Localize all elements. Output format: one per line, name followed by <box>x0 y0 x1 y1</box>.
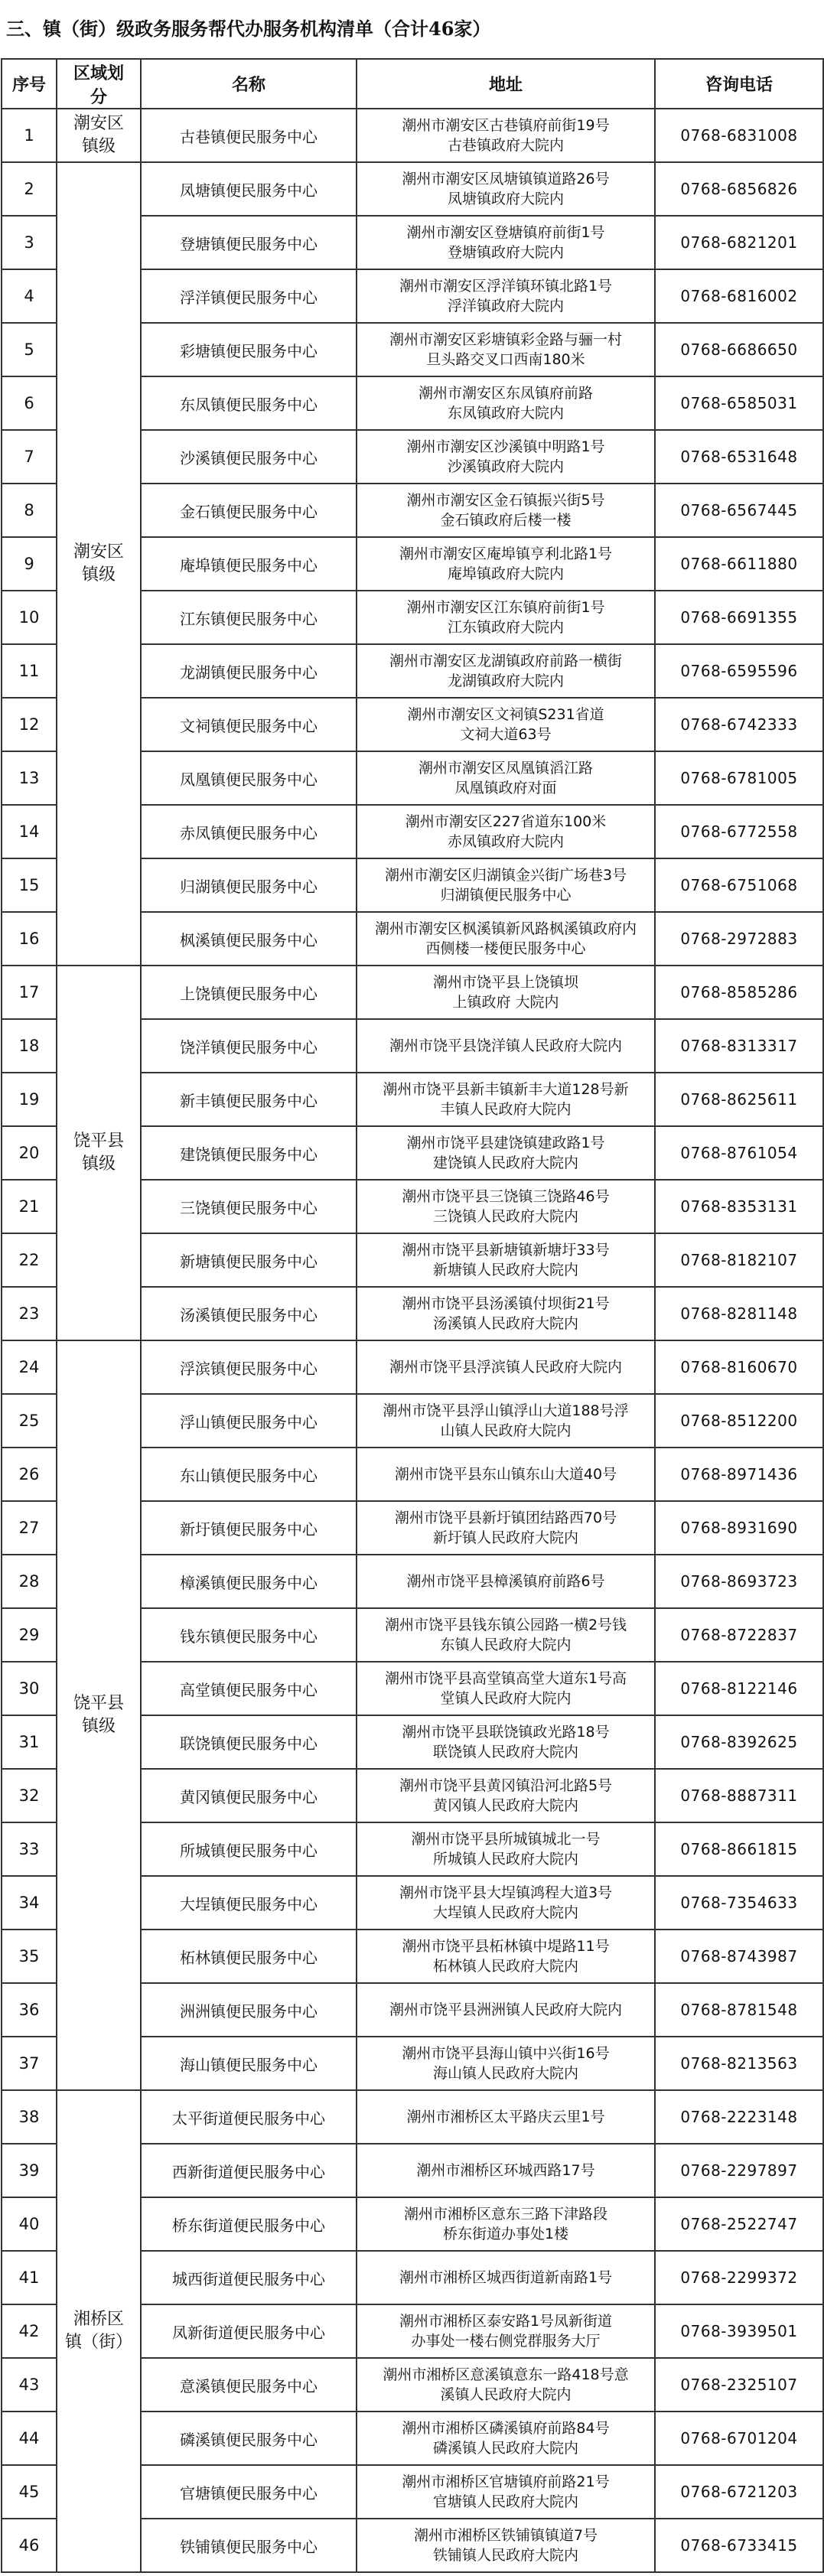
header-name: 名称 <box>141 59 357 109</box>
address-line: 赤凤镇政府大院内 <box>447 833 564 850</box>
address-line: 潮州市饶平县海山镇中兴街16号 <box>402 2045 610 2062</box>
table-header-row <box>2 59 823 109</box>
consult-phone: 0768-8761054 <box>655 1126 823 1180</box>
address-line: 联饶镇人民政府大院内 <box>432 1744 578 1760</box>
institution-name: 东山镇便民服务中心 <box>141 1448 357 1501</box>
institution-address <box>357 2412 655 2465</box>
address-line: 潮州市湘桥区意东三路下津路段 <box>403 2206 607 2223</box>
address-line: 潮州市潮安区归湖镇金兴街广场巷3号 <box>384 867 627 884</box>
address-line: 潮州市潮安区沙溪镇中明路1号 <box>406 438 605 455</box>
institution-address <box>357 269 655 323</box>
row-number: 31 <box>2 1715 57 1769</box>
address-line: 潮州市潮安区龙湖镇政府前路一横街 <box>389 653 622 669</box>
consult-phone: 0768-6821201 <box>655 216 823 269</box>
institution-name: 柘林镇便民服务中心 <box>141 1930 357 1983</box>
institution-address <box>357 216 655 269</box>
institution-name: 庵埠镇便民服务中心 <box>141 537 357 591</box>
address-line: 西侧楼一楼便民服务中心 <box>425 940 586 957</box>
row-number: 35 <box>2 1930 57 1983</box>
address-line: 潮州市潮安区庵埠镇亨利北路1号 <box>399 545 613 562</box>
institution-address <box>357 698 655 751</box>
address-line: 潮州市潮安区古巷镇府前街19号 <box>402 117 610 134</box>
address-line: 潮州市饶平县汤溪镇付坝街21号 <box>402 1295 610 1312</box>
institution-address <box>357 1555 655 1608</box>
header-phone: 咨询电话 <box>655 59 823 109</box>
institution-name: 彩塘镇便民服务中心 <box>141 323 357 376</box>
address-line: 潮州市湘桥区意溪镇意东一路418号意 <box>383 2366 629 2383</box>
address-line: 凤凰镇政府对面 <box>454 780 557 796</box>
institution-name: 城西街道便民服务中心 <box>141 2251 357 2304</box>
institution-name: 联饶镇便民服务中心 <box>141 1715 357 1769</box>
consult-phone: 0768-2299372 <box>655 2251 823 2304</box>
address-line: 潮州市饶平县饶洋镇人民政府大院内 <box>389 1037 622 1054</box>
region-label-line: 镇级 <box>81 1717 116 1736</box>
table-row <box>2 966 823 1019</box>
institution-address <box>357 1019 655 1073</box>
row-number: 9 <box>2 537 57 591</box>
address-line: 沙溪镇政府大院内 <box>447 458 564 475</box>
address-line: 潮州市饶平县新圩镇团结路西70号 <box>394 1509 617 1526</box>
address-line: 潮州市湘桥区泰安路1号凤新街道 <box>399 2313 613 2330</box>
address-line: 官塘镇人民政府大院内 <box>432 2493 578 2510</box>
header-num: 序号 <box>2 59 57 109</box>
address-line: 潮州市湘桥区磷溪镇府前路84号 <box>402 2420 610 2437</box>
address-line: 建饶镇人民政府大院内 <box>432 1154 578 1171</box>
consult-phone: 0768-8313317 <box>655 1019 823 1073</box>
institution-name: 黄冈镇便民服务中心 <box>141 1769 357 1822</box>
institution-address <box>357 376 655 430</box>
address-line: 潮州市饶平县浮滨镇人民政府大院内 <box>389 1359 622 1376</box>
address-line: 登塘镇政府大院内 <box>447 244 564 261</box>
institution-name: 西新街道便民服务中心 <box>141 2144 357 2197</box>
institution-address <box>357 323 655 376</box>
consult-phone: 0768-8722837 <box>655 1608 823 1662</box>
institution-address <box>357 1876 655 1930</box>
row-number: 17 <box>2 966 57 1019</box>
row-number: 10 <box>2 591 57 644</box>
institution-name: 浮滨镇便民服务中心 <box>141 1340 357 1394</box>
row-number: 44 <box>2 2412 57 2465</box>
consult-phone: 0768-6856826 <box>655 162 823 216</box>
region-label-line: 潮安区 <box>73 542 124 562</box>
address-line: 铁铺镇人民政府大院内 <box>432 2547 578 2564</box>
address-line: 潮州市饶平县樟溪镇府前路6号 <box>406 1573 605 1590</box>
address-line: 文祠大道63号 <box>460 726 552 743</box>
row-number: 38 <box>2 2090 57 2144</box>
institution-name: 归湖镇便民服务中心 <box>141 858 357 912</box>
institution-address <box>357 1287 655 1340</box>
consult-phone: 0768-6595596 <box>655 644 823 698</box>
row-number: 11 <box>2 644 57 698</box>
consult-phone: 0768-6816002 <box>655 269 823 323</box>
consult-phone: 0768-6733415 <box>655 2519 823 2572</box>
address-line: 桥东街道办事处1楼 <box>442 2226 569 2242</box>
region-label-line: 镇级 <box>81 1154 116 1174</box>
institution-address <box>357 162 655 216</box>
address-line: 潮州市湘桥区太平路庆云里1号 <box>406 2109 605 2125</box>
row-number: 23 <box>2 1287 57 1340</box>
institution-address <box>357 805 655 858</box>
consult-phone: 0768-6691355 <box>655 591 823 644</box>
region-cell <box>57 966 141 1340</box>
institution-address <box>357 644 655 698</box>
consult-phone: 0768-8661815 <box>655 1822 823 1876</box>
address-line: 庵埠镇政府大院内 <box>447 565 564 582</box>
region-label-line: 潮安区 <box>73 114 124 133</box>
address-line: 潮州市饶平县柘林镇中堤路11号 <box>402 1938 610 1955</box>
address-line: 堂镇人民政府大院内 <box>440 1690 572 1707</box>
row-number: 29 <box>2 1608 57 1662</box>
consult-phone: 0768-6585031 <box>655 376 823 430</box>
institution-name: 钱东镇便民服务中心 <box>141 1608 357 1662</box>
row-number: 21 <box>2 1180 57 1233</box>
row-number: 32 <box>2 1769 57 1822</box>
address-line: 潮州市潮安区文祠镇S231省道 <box>407 706 604 723</box>
address-line: 潮州市潮安区浮洋镇环镇北路1号 <box>399 278 613 295</box>
address-line: 凤塘镇政府大院内 <box>447 191 564 207</box>
institution-name: 龙湖镇便民服务中心 <box>141 644 357 698</box>
header-region-line1: 区域划 <box>73 63 124 83</box>
row-number: 13 <box>2 751 57 805</box>
address-line: 山镇人民政府大院内 <box>440 1422 572 1439</box>
document-title: 三、镇（街）级政务服务帮代办服务机构清单（合计46家） <box>6 18 491 40</box>
consult-phone: 0768-6772558 <box>655 805 823 858</box>
institution-address <box>357 1180 655 1233</box>
institution-name: 文祠镇便民服务中心 <box>141 698 357 751</box>
table-row <box>2 162 823 216</box>
institution-name: 汤溪镇便民服务中心 <box>141 1287 357 1340</box>
institution-address <box>357 591 655 644</box>
consult-phone: 0768-8781548 <box>655 1983 823 2037</box>
address-line: 溪镇人民政府大院内 <box>440 2386 572 2403</box>
service-institution-table <box>1 58 824 2573</box>
institution-address <box>357 966 655 1019</box>
consult-phone: 0768-6781005 <box>655 751 823 805</box>
institution-address <box>357 1501 655 1555</box>
consult-phone: 0768-8887311 <box>655 1769 823 1822</box>
header-region-line2: 分 <box>90 86 107 107</box>
address-line: 潮州市饶平县东山镇东山大道40号 <box>394 1466 617 1483</box>
address-line: 旦头路交叉口西南180米 <box>426 351 585 368</box>
consult-phone: 0768-8160670 <box>655 1340 823 1394</box>
table-row <box>2 109 823 162</box>
address-line: 三饶镇人民政府大院内 <box>432 1208 578 1225</box>
institution-address <box>357 484 655 537</box>
institution-name: 樟溪镇便民服务中心 <box>141 1555 357 1608</box>
row-number: 33 <box>2 1822 57 1876</box>
consult-phone: 0768-8625611 <box>655 1073 823 1126</box>
institution-name: 海山镇便民服务中心 <box>141 2037 357 2090</box>
institution-name: 新塘镇便民服务中心 <box>141 1233 357 1287</box>
consult-phone: 0768-8353131 <box>655 1180 823 1233</box>
row-number: 3 <box>2 216 57 269</box>
row-number: 39 <box>2 2144 57 2197</box>
region-label-line: 饶平县 <box>73 1694 124 1713</box>
institution-address <box>357 1340 655 1394</box>
institution-name: 磷溪镇便民服务中心 <box>141 2412 357 2465</box>
institution-address <box>357 1394 655 1448</box>
address-line: 潮州市饶平县黄冈镇沿河北路5号 <box>399 1777 613 1794</box>
institution-address <box>357 1930 655 1983</box>
consult-phone: 0768-6751068 <box>655 858 823 912</box>
region-label-line: 镇级 <box>81 565 116 585</box>
institution-address <box>357 537 655 591</box>
row-number: 4 <box>2 269 57 323</box>
region-cell <box>57 162 141 966</box>
consult-phone: 0768-6567445 <box>655 484 823 537</box>
row-number: 6 <box>2 376 57 430</box>
institution-address <box>357 2037 655 2090</box>
institution-name: 登塘镇便民服务中心 <box>141 216 357 269</box>
row-number: 36 <box>2 1983 57 2037</box>
address-line: 潮州市潮安区枫溪镇新风路枫溪镇政府内 <box>374 920 637 937</box>
region-label-line: 镇（街） <box>64 2333 132 2352</box>
row-number: 5 <box>2 323 57 376</box>
row-number: 42 <box>2 2304 57 2358</box>
address-line: 潮州市饶平县浮山镇浮山大道188号浮 <box>383 1402 629 1419</box>
address-line: 潮州市潮安区227省道东100米 <box>405 813 607 830</box>
institution-name: 新丰镇便民服务中心 <box>141 1073 357 1126</box>
address-line: 潮州市饶平县上饶镇坝 <box>432 974 578 991</box>
consult-phone: 0768-6721203 <box>655 2465 823 2519</box>
consult-phone: 0768-8512200 <box>655 1394 823 1448</box>
address-line: 潮州市湘桥区铁铺镇镇道7号 <box>413 2527 598 2544</box>
institution-name: 建饶镇便民服务中心 <box>141 1126 357 1180</box>
consult-phone: 0768-6742333 <box>655 698 823 751</box>
address-line: 潮州市潮安区凤凰镇滔江路 <box>418 760 593 777</box>
address-line: 潮州市潮安区东凤镇府前路 <box>418 385 593 402</box>
address-line: 潮州市饶平县建饶镇建政路1号 <box>406 1135 605 1151</box>
consult-phone: 0768-8182107 <box>655 1233 823 1287</box>
consult-phone: 0768-8585286 <box>655 966 823 1019</box>
row-number: 26 <box>2 1448 57 1501</box>
institution-address <box>357 2304 655 2358</box>
institution-name: 高堂镇便民服务中心 <box>141 1662 357 1715</box>
institution-name: 赤凤镇便民服务中心 <box>141 805 357 858</box>
address-line: 汤溪镇人民政府大院内 <box>432 1315 578 1332</box>
address-line: 潮州市饶平县新丰镇新丰大道128号新 <box>383 1081 629 1098</box>
institution-name: 江东镇便民服务中心 <box>141 591 357 644</box>
header-address: 地址 <box>357 59 655 109</box>
row-number: 22 <box>2 1233 57 1287</box>
address-line: 所城镇人民政府大院内 <box>432 1851 578 1868</box>
row-number: 37 <box>2 2037 57 2090</box>
consult-phone: 0768-6701204 <box>655 2412 823 2465</box>
address-line: 东凤镇政府大院内 <box>447 405 564 422</box>
address-line: 潮州市湘桥区环城西路17号 <box>416 2162 595 2179</box>
address-line: 上镇政府 大院内 <box>452 994 559 1011</box>
row-number: 40 <box>2 2197 57 2251</box>
institution-address <box>357 858 655 912</box>
address-line: 潮州市饶平县三饶镇三饶路46号 <box>402 1188 610 1205</box>
institution-name: 东凤镇便民服务中心 <box>141 376 357 430</box>
address-line: 潮州市湘桥区城西街道新南路1号 <box>399 2269 613 2286</box>
consult-phone: 0768-8213563 <box>655 2037 823 2090</box>
address-line: 金石镇政府后楼一楼 <box>440 512 572 529</box>
consult-phone: 0768-8281148 <box>655 1287 823 1340</box>
address-line: 新圩镇人民政府大院内 <box>432 1529 578 1546</box>
consult-phone: 0768-2297897 <box>655 2144 823 2197</box>
row-number: 14 <box>2 805 57 858</box>
address-line: 丰镇人民政府大院内 <box>440 1101 572 1118</box>
address-line: 江东镇政府大院内 <box>447 619 564 636</box>
institution-name: 上饶镇便民服务中心 <box>141 966 357 1019</box>
institution-name: 桥东街道便民服务中心 <box>141 2197 357 2251</box>
institution-address <box>357 1448 655 1501</box>
address-line: 磷溪镇人民政府大院内 <box>432 2440 578 2457</box>
address-line: 潮州市潮安区江东镇府前街1号 <box>406 599 605 616</box>
address-line: 潮州市潮安区凤塘镇镇道路26号 <box>402 171 610 187</box>
row-number: 18 <box>2 1019 57 1073</box>
address-line: 大埕镇人民政府大院内 <box>432 1904 578 1921</box>
consult-phone: 0768-2522747 <box>655 2197 823 2251</box>
institution-address <box>357 1233 655 1287</box>
row-number: 8 <box>2 484 57 537</box>
consult-phone: 0768-2223148 <box>655 2090 823 2144</box>
institution-name: 金石镇便民服务中心 <box>141 484 357 537</box>
institution-address <box>357 751 655 805</box>
institution-address <box>357 430 655 484</box>
row-number: 24 <box>2 1340 57 1394</box>
institution-name: 凤新街道便民服务中心 <box>141 2304 357 2358</box>
address-line: 潮州市潮安区登塘镇府前街1号 <box>406 224 605 241</box>
region-cell <box>57 1340 141 2090</box>
address-line: 潮州市湘桥区官塘镇府前路21号 <box>402 2473 610 2490</box>
institution-name: 凤塘镇便民服务中心 <box>141 162 357 216</box>
institution-address <box>357 2519 655 2572</box>
institution-address <box>357 1126 655 1180</box>
institution-address <box>357 109 655 162</box>
consult-phone: 0768-8693723 <box>655 1555 823 1608</box>
address-line: 柘林镇人民政府大院内 <box>432 1958 578 1975</box>
institution-name: 凤凰镇便民服务中心 <box>141 751 357 805</box>
row-number: 15 <box>2 858 57 912</box>
row-number: 16 <box>2 912 57 966</box>
region-cell <box>57 2090 141 2572</box>
institution-address <box>357 1983 655 2037</box>
consult-phone: 0768-2972883 <box>655 912 823 966</box>
address-line: 龙湖镇政府大院内 <box>447 672 564 689</box>
address-line: 潮州市饶平县联饶镇政光路18号 <box>402 1724 610 1741</box>
address-line: 潮州市饶平县高堂镇高堂大道东1号高 <box>384 1670 627 1687</box>
row-number: 20 <box>2 1126 57 1180</box>
address-line: 古巷镇政府大院内 <box>447 137 564 154</box>
address-line: 潮州市潮安区金石镇振兴街5号 <box>406 492 605 509</box>
row-number: 41 <box>2 2251 57 2304</box>
institution-name: 太平街道便民服务中心 <box>141 2090 357 2144</box>
address-line: 潮州市饶平县所城镇城北一号 <box>411 1831 601 1848</box>
institution-name: 新圩镇便民服务中心 <box>141 1501 357 1555</box>
consult-phone: 0768-8971436 <box>655 1448 823 1501</box>
consult-phone: 0768-6531648 <box>655 430 823 484</box>
region-label-line: 饶平县 <box>73 1132 124 1151</box>
institution-name: 大埕镇便民服务中心 <box>141 1876 357 1930</box>
address-line: 东镇人民政府大院内 <box>440 1636 572 1653</box>
institution-address <box>357 1822 655 1876</box>
institution-name: 浮洋镇便民服务中心 <box>141 269 357 323</box>
region-label-line: 湘桥区 <box>73 2310 124 2329</box>
region-label-line: 镇级 <box>81 137 116 156</box>
row-number: 1 <box>2 109 57 162</box>
institution-name: 意溪镇便民服务中心 <box>141 2358 357 2412</box>
row-number: 25 <box>2 1394 57 1448</box>
address-line: 潮州市潮安区彩塘镇彩金路与骊一村 <box>389 331 622 348</box>
institution-name: 古巷镇便民服务中心 <box>141 109 357 162</box>
address-line: 办事处一楼右侧党群服务大厅 <box>411 2333 601 2350</box>
consult-phone: 0768-6686650 <box>655 323 823 376</box>
consult-phone: 0768-6611880 <box>655 537 823 591</box>
address-line: 归湖镇便民服务中心 <box>440 887 572 904</box>
institution-name: 饶洋镇便民服务中心 <box>141 1019 357 1073</box>
row-number: 12 <box>2 698 57 751</box>
institution-address <box>357 2465 655 2519</box>
consult-phone: 0768-8392625 <box>655 1715 823 1769</box>
institution-address <box>357 2144 655 2197</box>
institution-address <box>357 1608 655 1662</box>
institution-name: 沙溪镇便民服务中心 <box>141 430 357 484</box>
row-number: 7 <box>2 430 57 484</box>
header-region <box>57 59 141 109</box>
institution-address <box>357 1715 655 1769</box>
institution-address <box>357 1769 655 1822</box>
row-number: 46 <box>2 2519 57 2572</box>
table-body <box>2 109 823 2572</box>
consult-phone: 0768-8931690 <box>655 1501 823 1555</box>
institution-address <box>357 1662 655 1715</box>
institution-name: 枫溪镇便民服务中心 <box>141 912 357 966</box>
institution-address <box>357 1073 655 1126</box>
row-number: 30 <box>2 1662 57 1715</box>
row-number: 34 <box>2 1876 57 1930</box>
row-number: 27 <box>2 1501 57 1555</box>
address-line: 黄冈镇人民政府大院内 <box>432 1797 578 1814</box>
address-line: 潮州市饶平县大埕镇鸿程大道3号 <box>399 1884 613 1901</box>
institution-address <box>357 2358 655 2412</box>
address-line: 新塘镇人民政府大院内 <box>432 1262 578 1278</box>
region-cell <box>57 109 141 162</box>
institution-name: 官塘镇便民服务中心 <box>141 2465 357 2519</box>
address-line: 潮州市饶平县新塘镇新塘圩33号 <box>402 1242 610 1259</box>
institution-name: 所城镇便民服务中心 <box>141 1822 357 1876</box>
row-number: 28 <box>2 1555 57 1608</box>
row-number: 45 <box>2 2465 57 2519</box>
address-line: 浮洋镇政府大院内 <box>447 298 564 314</box>
institution-name: 浮山镇便民服务中心 <box>141 1394 357 1448</box>
consult-phone: 0768-6831008 <box>655 109 823 162</box>
row-number: 43 <box>2 2358 57 2412</box>
address-line: 海山镇人民政府大院内 <box>432 2065 578 2082</box>
institution-name: 铁铺镇便民服务中心 <box>141 2519 357 2572</box>
table-row <box>2 2090 823 2144</box>
institution-address <box>357 912 655 966</box>
institution-address <box>357 2197 655 2251</box>
consult-phone: 0768-3939501 <box>655 2304 823 2358</box>
consult-phone: 0768-8743987 <box>655 1930 823 1983</box>
consult-phone: 0768-2325107 <box>655 2358 823 2412</box>
institution-address <box>357 2251 655 2304</box>
row-number: 2 <box>2 162 57 216</box>
address-line: 潮州市饶平县洲洲镇人民政府大院内 <box>389 2001 622 2018</box>
institution-name: 洲洲镇便民服务中心 <box>141 1983 357 2037</box>
row-number: 19 <box>2 1073 57 1126</box>
consult-phone: 0768-8122146 <box>655 1662 823 1715</box>
address-line: 潮州市饶平县钱东镇公园路一横2号钱 <box>384 1617 627 1633</box>
consult-phone: 0768-7354633 <box>655 1876 823 1930</box>
institution-address <box>357 2090 655 2144</box>
table-row <box>2 1340 823 1394</box>
institution-name: 三饶镇便民服务中心 <box>141 1180 357 1233</box>
